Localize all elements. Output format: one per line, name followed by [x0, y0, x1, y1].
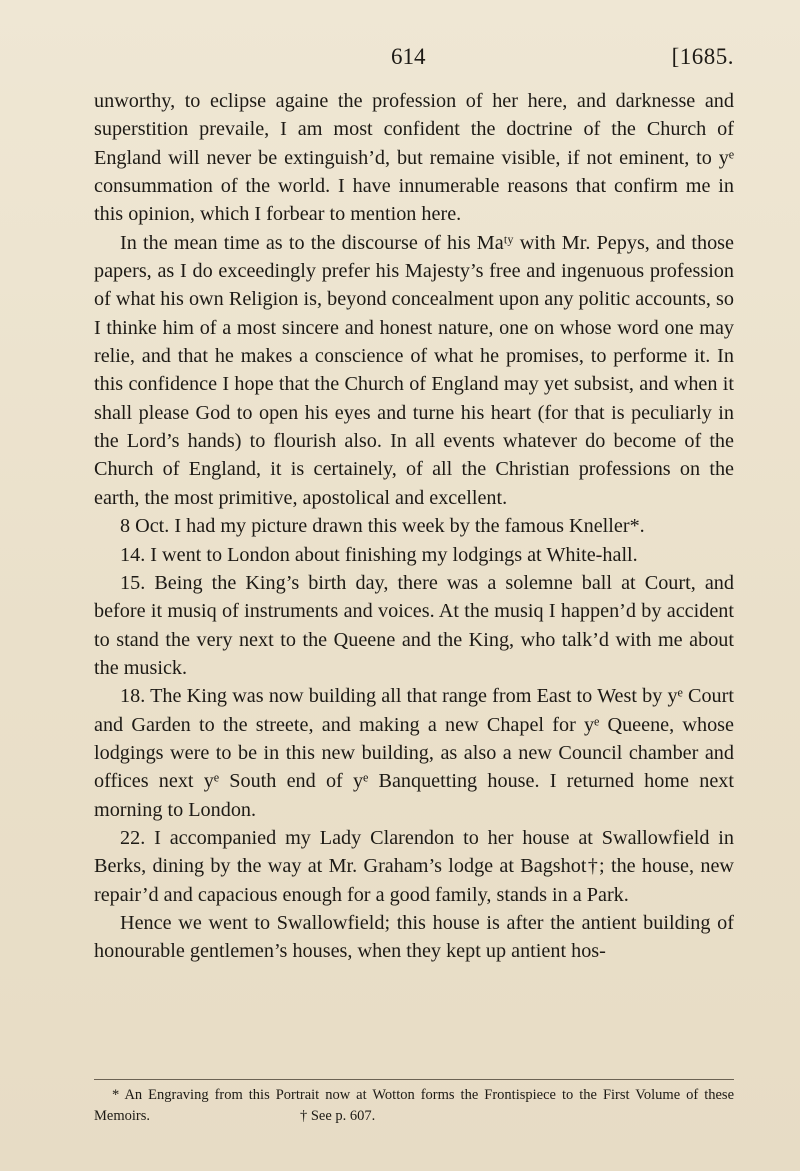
- footnote-dagger: † See p. 607.: [299, 1108, 376, 1124]
- footnotes: [94, 1085, 734, 1127]
- footnote-star-text: * An Engraving from this Portrait now at Wotton forms the Frontispiece to the First Volume of these Memoirs.: [94, 1087, 734, 1124]
- entry-22: 22. I accompanied my Lady Clarendon to her house at Swallowfield in Berks, dining by the way at Mr. Graham’s lodge at Bagshot†; the house, new repair’d and capacious enough for a good family, stands in a Park.: [94, 826, 734, 906]
- paragraph-pepys: In the mean time as to the discourse of his Maᵗʸ with Mr. Pepys, and those papers, as I do exceedingly prefer his Majesty’s free and ingenuous profession of what his own Religion is, beyond concealment upon any politic accounts, so I thinke him of a most sincere and honest nature, one on whose word one may relie, and that he makes a conscience of what he promises, to performe it. In this confidence I hope that the Church of England may yet subsist, and when it shall please God to open his eyes and turne his heart (for that is peculiarly in the Lord’s hands) to flourish also. In all events whatever do become of the Church of England, it is certainely, of all the Christian professions on the earth, the most primitive, apostolical and excellent.: [94, 231, 734, 509]
- entry-8-oct: 8 Oct. I had my picture drawn this week by the famous Kneller*.: [120, 515, 645, 538]
- footnote-divider: [94, 1079, 734, 1080]
- entry-14: 14. I went to London about finishing my lodgings at White-hall.: [120, 543, 638, 566]
- page-header: [94, 44, 734, 76]
- paragraph-swallowfield: Hence we went to Swallowfield; this house is after the antient building of honourable gentlemen’s houses, when they kept up antient hos-: [94, 911, 734, 963]
- entry-18: 18. The King was now building all that range from East to West by yᵉ Court and Garden to the streete, and making a new Chapel for yᵉ Queene, whose lodgings were to be in this new building, as also a new Council chamber and offices next yᵉ South end of yᵉ Banquetting house. I returned home next morning to London.: [94, 685, 734, 821]
- paragraph-continuation: unworthy, to eclipse againe the profession of her here, and darknesse and superstition prevaile, I am most confident the doctrine of the Church of England will never be extinguish’d, but remaine visible, if not eminent, to yᵉ consummation of the world. I have innumerable reasons that confirm me in this opinion, which I forbear to mention here.: [94, 90, 734, 226]
- footnote-star: [94, 1085, 734, 1127]
- page-number: 614: [391, 44, 426, 69]
- running-year: [1685.: [671, 44, 734, 69]
- entry-15: 15. Being the King’s birth day, there was a solemne ball at Court, and before it musiq of instruments and voices. At the musiq I happen’d by accident to stand the very next to the Queene and the King, who talk’d with me about the musick.: [94, 571, 734, 679]
- body-text: [94, 87, 734, 966]
